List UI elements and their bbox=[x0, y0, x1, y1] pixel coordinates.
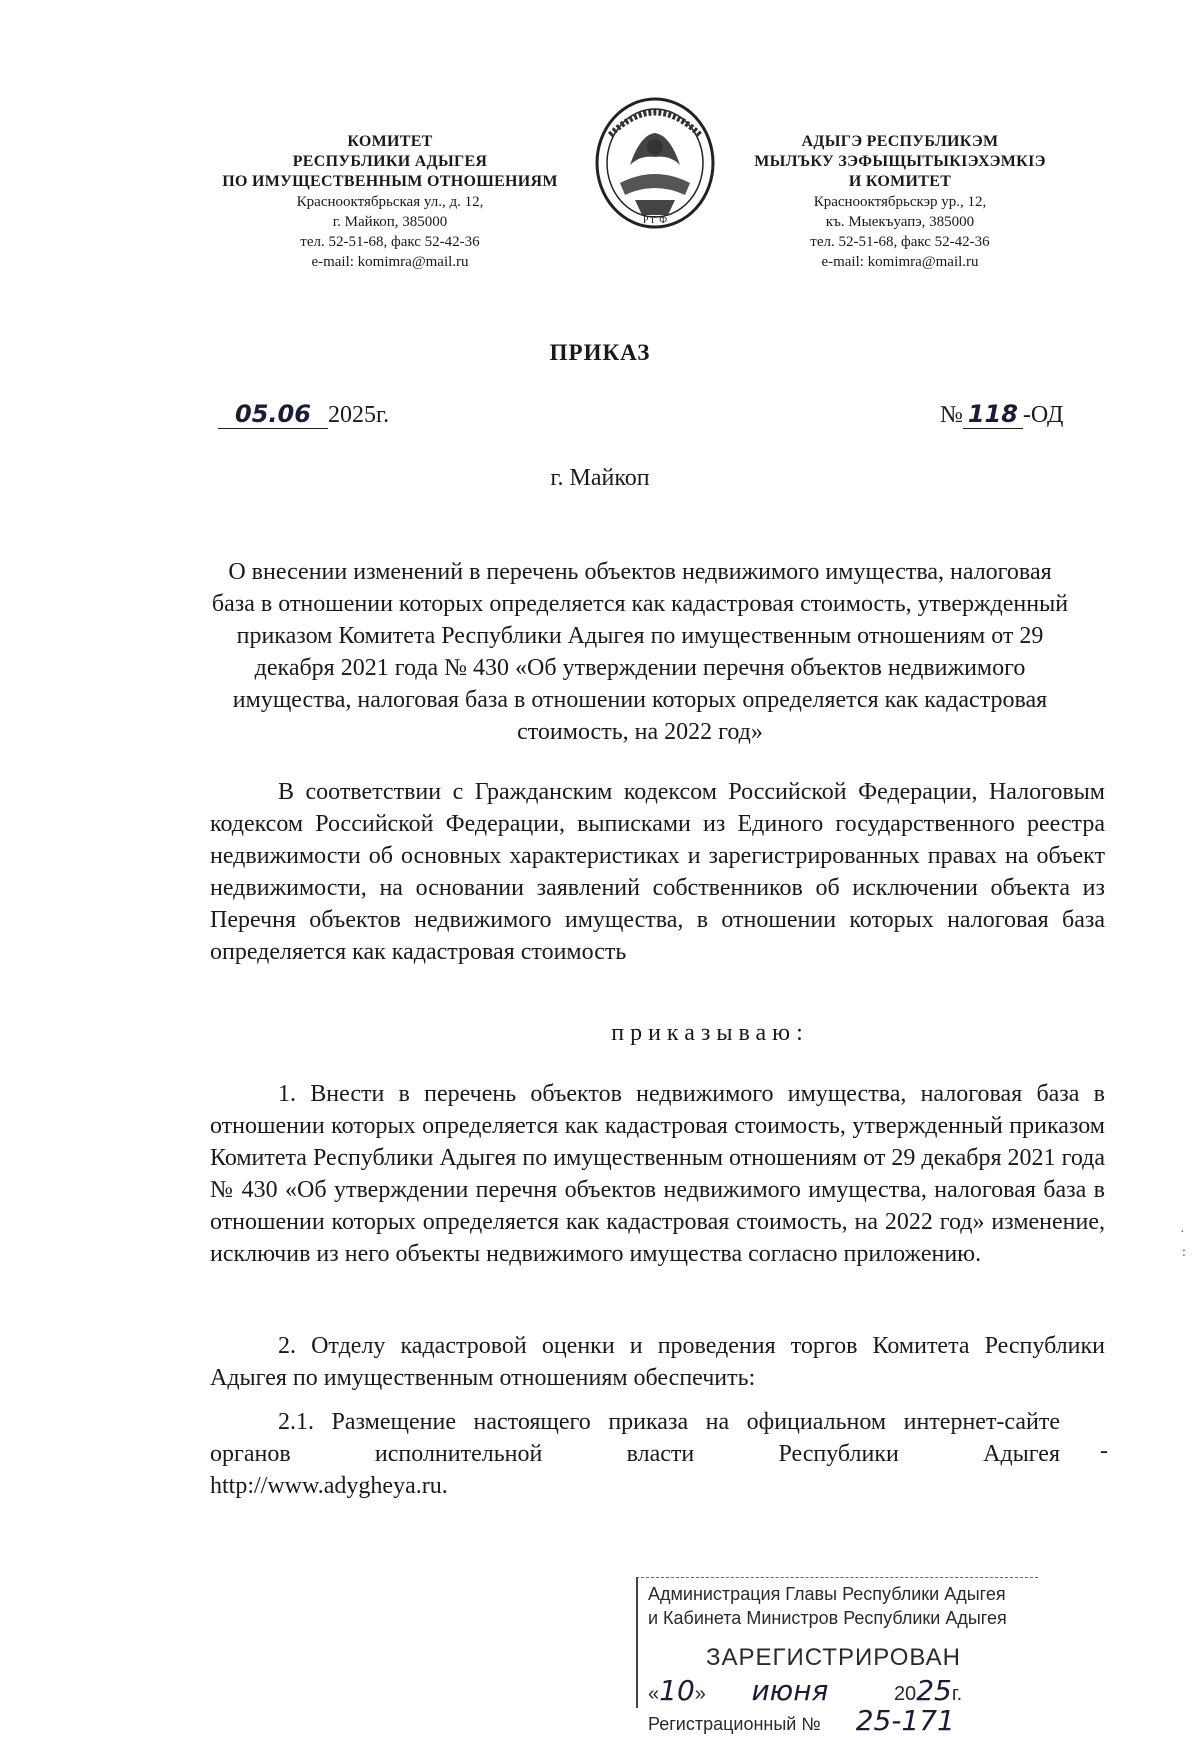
item-2-1-dash: - bbox=[1100, 1438, 1108, 1464]
stamp-year-suffix: 25 bbox=[916, 1674, 952, 1707]
stamp-date bbox=[648, 1674, 1038, 1707]
header-right-address1: Краснооктябрьскэр ур., 12, bbox=[813, 194, 987, 210]
date-handwritten: 05.06 bbox=[218, 400, 328, 429]
document-title: ПРИКАЗ bbox=[549, 340, 651, 365]
stamp-year-prefix: 20 bbox=[893, 1683, 917, 1705]
header-left-address2: г. Майкоп, 385000 bbox=[332, 214, 448, 230]
svg-text:Р Г Ф: Р Г Ф bbox=[642, 215, 668, 226]
item-2-1-url: http://www.adygheya.ru. bbox=[210, 1473, 448, 1499]
stamp-day: 10 bbox=[659, 1674, 695, 1707]
stamp-quote-open: « bbox=[648, 1683, 660, 1705]
scan-speck: · bbox=[1180, 1225, 1185, 1240]
number-prefix: № bbox=[940, 402, 963, 428]
header-left-address1: Краснооктябрьская ул., д. 12, bbox=[296, 194, 484, 210]
header-right-line3: И КОМИТЕТ bbox=[848, 173, 952, 190]
header-left-line3: ПО ИМУЩЕСТВЕННЫМ ОТНОШЕНИЯМ bbox=[222, 173, 558, 190]
stamp-line1: Администрация Главы Республики Адыгея bbox=[648, 1584, 1006, 1604]
header-left-phone: тел. 52-51-68, факс 52-42-36 bbox=[300, 234, 480, 250]
stamp-quote-close: » bbox=[694, 1683, 706, 1705]
stamp-month: июня bbox=[751, 1674, 829, 1707]
stamp-reg-row bbox=[648, 1704, 955, 1737]
header-left-email: e-mail: komimra@mail.ru bbox=[311, 254, 469, 270]
stamp-year-end: г. bbox=[951, 1683, 963, 1705]
item-1-paragraph: 1. Внести в перечень объектов недвижимого имущества, налоговая база в отношении которых определяется как кадастровая стоимость, утвержденный приказом Комитета Республики Адыгея по имущественным отношениям от 29 декабря 2021 года № 430 «Об утверждении перечня объектов недвижимого имущества, налоговая база в отношении которых определяется как кадастровая стоимость, на 2022 год» изменение, исключив из него объекты недвижимого имущества согласно приложению. bbox=[210, 1081, 1105, 1267]
header-right-block bbox=[735, 132, 1065, 272]
number-suffix: -ОД bbox=[1022, 402, 1064, 428]
date-suffix: 2025г. bbox=[328, 402, 390, 428]
document-number bbox=[940, 400, 1063, 429]
coat-of-arms-icon bbox=[590, 95, 720, 235]
header-left-line1: КОМИТЕТ bbox=[347, 133, 433, 150]
stamp-reg-label: Регистрационный № bbox=[648, 1714, 821, 1734]
order-word: приказываю: bbox=[611, 1020, 809, 1046]
item-2-paragraph: 2. Отделу кадастровой оценки и проведения торгов Комитета Республики Адыгея по имущественным отношениям обеспечить: bbox=[210, 1333, 1105, 1391]
stamp-reg-number: 25-171 bbox=[855, 1704, 955, 1737]
item-2-1-paragraph: 2.1. Размещение настоящего приказа на официальном интернет-сайте органов исполнительной власти Республики Адыгея bbox=[210, 1409, 1060, 1467]
document-subject: О внесении изменений в перечень объектов недвижимого имущества, налоговая база в отношении которых определяется как кадастровая стоимость, утвержденный приказом Комитета Республики Адыгея по имущественным отношениям от 29 декабря 2021 года № 430 «Об утверждении перечня объектов недвижимого имущества, налоговая база в отношении которых определяется как кадастровая стоимость, на 2022 год» bbox=[211, 559, 1069, 745]
stamp-line2: и Кабинета Министров Республики Адыгея bbox=[648, 1608, 1007, 1628]
header-left-block bbox=[190, 132, 590, 272]
header-right-email: e-mail: komimra@mail.ru bbox=[821, 254, 979, 270]
city: г. Майкоп bbox=[550, 465, 650, 491]
header-right-line1: АДЫГЭ РЕСПУБЛИКЭМ bbox=[801, 133, 999, 150]
header-left-line2: РЕСПУБЛИКИ АДЫГЕЯ bbox=[292, 153, 488, 170]
document-date bbox=[218, 400, 389, 429]
scan-speck: : bbox=[1182, 1245, 1186, 1260]
stamp-status: ЗАРЕГИСТРИРОВАН bbox=[706, 1644, 961, 1671]
number-handwritten: 118 bbox=[963, 400, 1023, 429]
header-right-address2: къ. Мыекъуапэ, 385000 bbox=[825, 214, 975, 230]
preamble-paragraph: В соответствии с Гражданским кодексом Российской Федерации, Налоговым кодексом Российской Федерации, выписками из Единого государственного реестра недвижимости об основных характеристиках и зарегистрированных правах на объект недвижимости, на основании заявлений собственников об исключении объекта из Перечня объектов недвижимого имущества, в отношении которых налоговая база определяется как кадастровая стоимость bbox=[210, 779, 1105, 965]
registration-stamp bbox=[636, 1577, 1038, 1737]
header-right-line2: МЫЛЪКУ ЗЭФЫЩЫТЫКІЭХЭМКІЭ bbox=[754, 153, 1046, 170]
header-right-phone: тел. 52-51-68, факс 52-42-36 bbox=[810, 234, 990, 250]
